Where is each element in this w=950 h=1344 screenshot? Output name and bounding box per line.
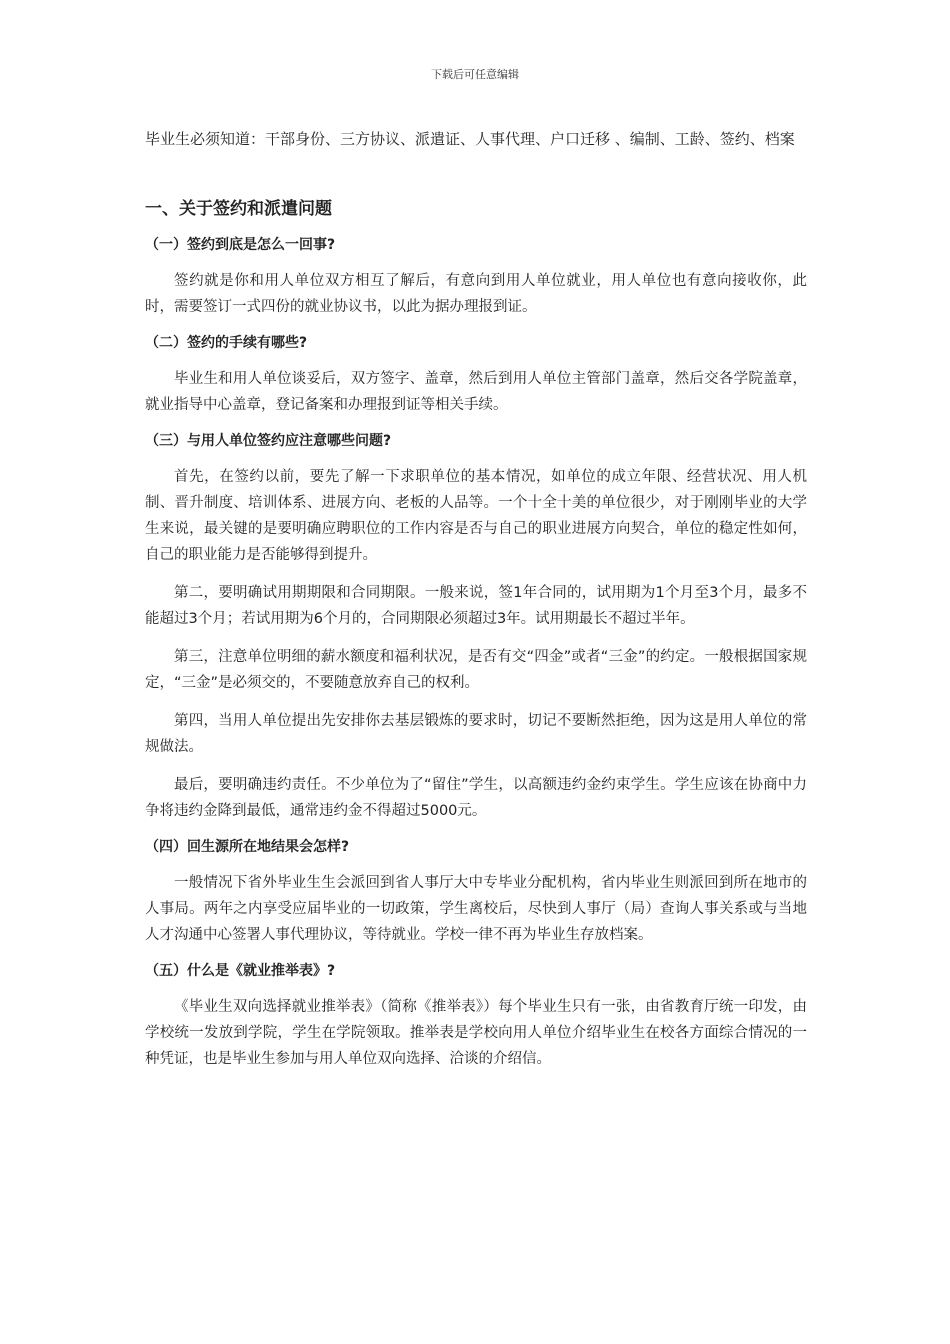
question-1-title: （一）签约到底是怎么一回事? [145,237,336,253]
question-3-paragraph-4: 第四，当用人单位提出先安排你去基层锻炼的要求时，切记不要断然拒绝，因为这是用人单位的常规做法。 [145,713,807,755]
question-4-paragraph: 一般情况下省外毕业生生会派回到省人事厅大中专毕业分配机构，省内毕业生则派回到所在地市的人事局。两年之内享受应届毕业的一切政策，学生离校后，尽快到人事厅（局）查询人事关系或与当地人才沟通中心签署人事代理协议，等待就业。学校一律不再为毕业生存放档案。 [145,875,807,943]
question-3-paragraph-1: 首先，在签约以前，要先了解一下求职单位的基本情况，如单位的成立年限、经营状况、用人机制、晋升制度、培训体系、进展方向、老板的人品等。一个十全十美的单位很少，对于刚刚毕业的大学生来说，最关键的是要明确应聘职位的工作内容是否与自己的职业进展方向契合，单位的稳定性如何，自己的职业能力是否能够得到提升。 [145,469,807,563]
question-3-title: （三）与用人单位签约应注意哪些问题? [145,433,392,449]
question-2-paragraph: 毕业生和用人单位谈妥后，双方签字、盖章，然后到用人单位主管部门盖章，然后交各学院盖章，就业指导中心盖章，登记备案和办理报到证等相关手续。 [145,371,807,413]
document-body [145,126,807,1072]
question-4-title: （四）回生源所在地结果会怎样? [145,839,350,855]
question-2-title: （二）签约的手续有哪些? [145,335,308,351]
section-title: 一、关于签约和派遣问题 [145,199,332,219]
question-3-paragraph-5: 最后，要明确违约责任。不少单位为了“留住”学生，以高额违约金约束学生。学生应该在协商中力争将违约金降到最低，通常违约金不得超过5000元。 [145,777,807,819]
header-note: 下载后可任意编辑 [431,68,519,81]
intro-paragraph: 毕业生必须知道：干部身份、三方协议、派遣证、人事代理、户口迁移 、编制、工龄、签约、档案 [145,130,795,148]
question-3-paragraph-2: 第二，要明确试用期期限和合同期限。一般来说，签1年合同的，试用期为1个月至3个月，最多不能超过3个月；若试用期为6个月的，合同期限必须超过3年。试用期最长不超过半年。 [145,585,807,627]
question-1-paragraph: 签约就是你和用人单位双方相互了解后，有意向到用人单位就业，用人单位也有意向接收你，此时，需要签订一式四份的就业协议书，以此为据办理报到证。 [145,273,807,315]
question-5-paragraph: 《毕业生双向选择就业推举表》（简称《推举表》）每个毕业生只有一张，由省教育厅统一印发，由学校统一发放到学院，学生在学院领取。推举表是学校向用人单位介绍毕业生在校各方面综合情况的一种凭证，也是毕业生参加与用人单位双向选择、洽谈的介绍信。 [145,999,807,1067]
question-3-paragraph-3: 第三，注意单位明细的薪水额度和福利状况，是否有交“四金”或者“三金”的约定。一般根据国家规定，“三金”是必须交的，不要随意放弃自己的权利。 [145,649,807,691]
question-5-title: （五）什么是《就业推举表》? [145,963,336,979]
